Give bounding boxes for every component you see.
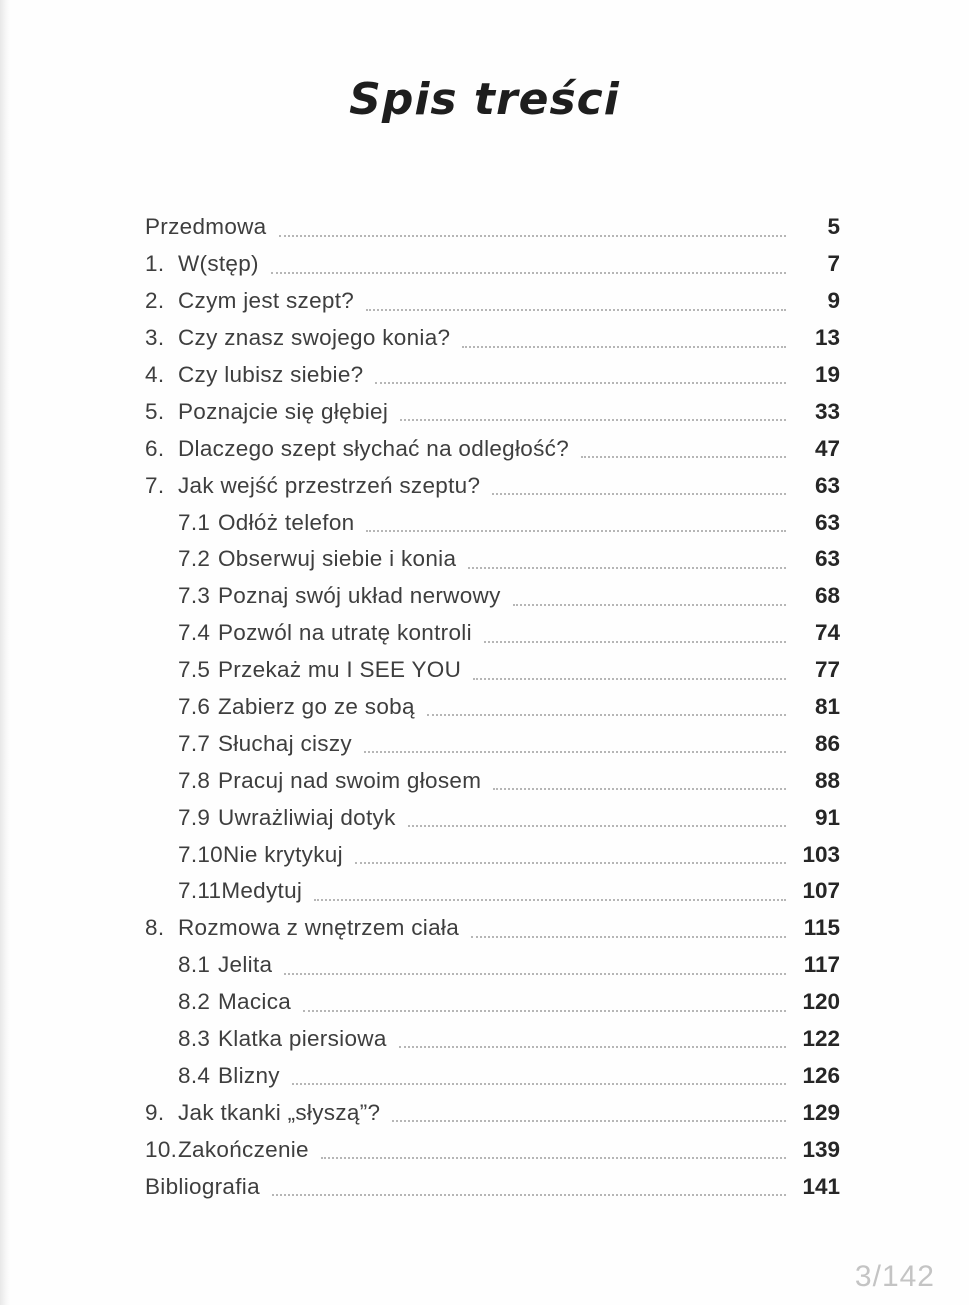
toc-entry-label: Rozmowa z wnętrzem ciała (178, 915, 460, 941)
toc-entry[interactable] (145, 504, 840, 541)
toc-entry-label: Dlaczego szept słychać na odległość? (178, 435, 570, 461)
dotted-leader (279, 235, 787, 237)
toc-entry-label: Odłóż telefon (218, 509, 355, 535)
page-edge-shadow (0, 0, 10, 1305)
dotted-leader (314, 899, 786, 901)
toc-entry-label: Poznajcie się głębiej (178, 398, 389, 424)
toc-entry-label: Uwrażliwiaj dotyk (218, 804, 396, 830)
toc-entry-number: 8.1 (178, 952, 211, 978)
dotted-leader (473, 678, 786, 680)
toc-entry[interactable] (145, 246, 840, 283)
toc-entry-number: 9. (145, 1099, 165, 1125)
toc-entry-page: 7 (827, 251, 840, 277)
toc-entry-label: Klatka piersiowa (218, 1026, 387, 1052)
toc-entry-label: Jelita (218, 952, 273, 978)
toc-entry-page: 68 (814, 583, 840, 609)
dotted-leader (462, 346, 786, 348)
toc-entry[interactable] (145, 689, 840, 726)
toc-entry-label: Nie krytykuj (223, 841, 343, 867)
toc-entry-label: Czym jest szept? (178, 288, 355, 314)
dotted-leader (427, 714, 786, 716)
dotted-leader (581, 456, 786, 458)
dotted-leader (366, 530, 786, 532)
toc-entry-number: 8. (145, 915, 165, 941)
toc-entry-number: 7.5 (178, 657, 211, 683)
toc-entry-label: Obserwuj siebie i konia (218, 546, 457, 572)
toc-entry-page: 63 (814, 546, 840, 572)
toc-entry[interactable] (145, 873, 840, 910)
toc-entry-number: 8.4 (178, 1062, 211, 1088)
toc-entry-page: 47 (814, 435, 840, 461)
dotted-leader (513, 604, 786, 606)
dotted-leader (400, 419, 786, 421)
toc-entry-page: 63 (814, 509, 840, 535)
toc-entry-number: 7.9 (178, 804, 211, 830)
toc-entry[interactable] (145, 984, 840, 1021)
dotted-leader (292, 1083, 786, 1085)
dotted-leader (272, 1194, 786, 1196)
toc-entry[interactable] (145, 725, 840, 762)
toc-entry-page: 103 (802, 841, 840, 867)
dotted-leader (484, 641, 786, 643)
toc-entry-number: 1. (145, 251, 165, 277)
toc-entry-page: 126 (802, 1062, 840, 1088)
toc-entry[interactable] (145, 320, 840, 357)
toc-entry-page: 120 (802, 989, 840, 1015)
toc-entry-page: 139 (802, 1136, 840, 1162)
toc-entry-number: 7.6 (178, 694, 211, 720)
toc-entry[interactable] (145, 910, 840, 947)
toc-entry-number: 6. (145, 435, 165, 461)
toc-entry-number: 10. (145, 1136, 178, 1162)
dotted-leader (375, 382, 786, 384)
toc-entry[interactable] (145, 799, 840, 836)
toc-entry-page: 141 (802, 1173, 840, 1199)
toc-entry[interactable] (145, 430, 840, 467)
toc-entry-label: W(stęp) (178, 251, 259, 277)
toc-entry-page: 115 (803, 915, 840, 941)
dotted-leader (399, 1046, 786, 1048)
toc-entry[interactable] (145, 209, 840, 246)
toc-entry-number: 3. (145, 325, 165, 351)
page-title: Spis treści (349, 74, 620, 125)
toc-entry-label: Przedmowa (145, 214, 267, 240)
toc-entry[interactable] (145, 467, 840, 504)
toc-entry[interactable] (145, 1057, 840, 1094)
dotted-leader (493, 788, 786, 790)
toc-entry-page: 5 (827, 214, 840, 240)
toc-entry[interactable] (145, 836, 840, 873)
toc-entry-page: 13 (814, 325, 840, 351)
toc-entry-page: 107 (802, 878, 840, 904)
toc-entry-page: 74 (814, 620, 840, 646)
toc-entry[interactable] (145, 541, 840, 578)
toc-entry-number: 7.3 (178, 583, 211, 609)
toc-entry[interactable] (145, 578, 840, 615)
toc-entry-page: 91 (814, 804, 840, 830)
toc-entry-page: 81 (814, 694, 840, 720)
toc-entry-label: Zakończenie (178, 1136, 309, 1162)
toc-entry-label: Czy znasz swojego konia? (178, 325, 451, 351)
toc-entry-number: 4. (145, 362, 165, 387)
toc-entry-page: 86 (814, 730, 840, 756)
toc-entry-label: Jak tkanki „słyszą”? (178, 1099, 381, 1125)
toc-entry-page: 129 (802, 1099, 840, 1125)
toc-entry-label: Słuchaj ciszy (218, 730, 352, 756)
toc-entry[interactable] (145, 1131, 840, 1168)
dotted-leader (366, 309, 786, 311)
table-of-contents (145, 209, 840, 1205)
dotted-leader (321, 1157, 786, 1159)
toc-entry[interactable] (145, 283, 840, 320)
toc-entry-label: Macica (218, 989, 292, 1015)
toc-entry-label: Przekaż mu I SEE YOU (218, 657, 462, 683)
toc-entry-page: 63 (814, 472, 840, 498)
toc-entry-label: Pracuj nad swoim głosem (218, 767, 482, 793)
toc-entry-number: 7.1 (178, 509, 211, 535)
page-indicator: 3/142 (854, 1260, 935, 1293)
toc-entry-page: 88 (814, 767, 840, 793)
toc-entry-label: Czy lubisz siebie? (178, 362, 364, 387)
dotted-leader (492, 493, 786, 495)
dotted-leader (471, 936, 786, 938)
toc-entry-page: 9 (827, 288, 840, 314)
toc-entry-number: 7.4 (178, 620, 211, 646)
dotted-leader (364, 751, 786, 753)
toc-entry-number: 5. (145, 398, 165, 424)
toc-entry-label: Bibliografia (145, 1173, 260, 1199)
toc-entry-number: 2. (145, 288, 165, 314)
toc-entry-label: Blizny (218, 1062, 280, 1088)
toc-entry-number: 7.8 (178, 767, 211, 793)
dotted-leader (392, 1120, 786, 1122)
toc-entry[interactable] (145, 762, 840, 799)
dotted-leader (408, 825, 786, 827)
toc-entry-number: 8.3 (178, 1026, 211, 1052)
toc-entry-page: 117 (803, 952, 840, 978)
toc-entry-number: 7.2 (178, 546, 211, 572)
toc-entry[interactable] (145, 393, 840, 430)
toc-entry[interactable] (145, 652, 840, 689)
toc-entry-label: Jak wejść przestrzeń szeptu? (178, 472, 481, 498)
toc-entry-page: 122 (802, 1026, 840, 1052)
toc-entry-label: Poznaj swój układ nerwowy (218, 583, 501, 609)
toc-entry[interactable] (145, 1168, 840, 1205)
dotted-leader (271, 272, 786, 274)
toc-entry-label: Medytuj (221, 878, 303, 904)
toc-entry-number: 7.11 (178, 878, 222, 904)
toc-entry-page: 33 (814, 398, 840, 424)
toc-entry-number: 7. (145, 472, 165, 498)
toc-entry-label: Pozwól na utratę kontroli (218, 620, 472, 646)
toc-entry[interactable] (145, 357, 840, 394)
dotted-leader (468, 567, 786, 569)
toc-entry[interactable] (145, 615, 840, 652)
toc-entry-number: 7.7 (178, 730, 211, 756)
toc-entry[interactable] (145, 1094, 840, 1131)
toc-entry[interactable] (145, 1021, 840, 1058)
toc-entry-page: 77 (814, 657, 840, 683)
toc-entry[interactable] (145, 947, 840, 984)
toc-entry-number: 8.2 (178, 989, 211, 1015)
dotted-leader (355, 862, 786, 864)
dotted-leader (284, 973, 786, 975)
toc-entry-page: 19 (814, 362, 840, 387)
toc-entry-number: 7.10 (178, 841, 223, 867)
toc-entry-label: Zabierz go ze sobą (218, 694, 415, 720)
dotted-leader (303, 1010, 786, 1012)
